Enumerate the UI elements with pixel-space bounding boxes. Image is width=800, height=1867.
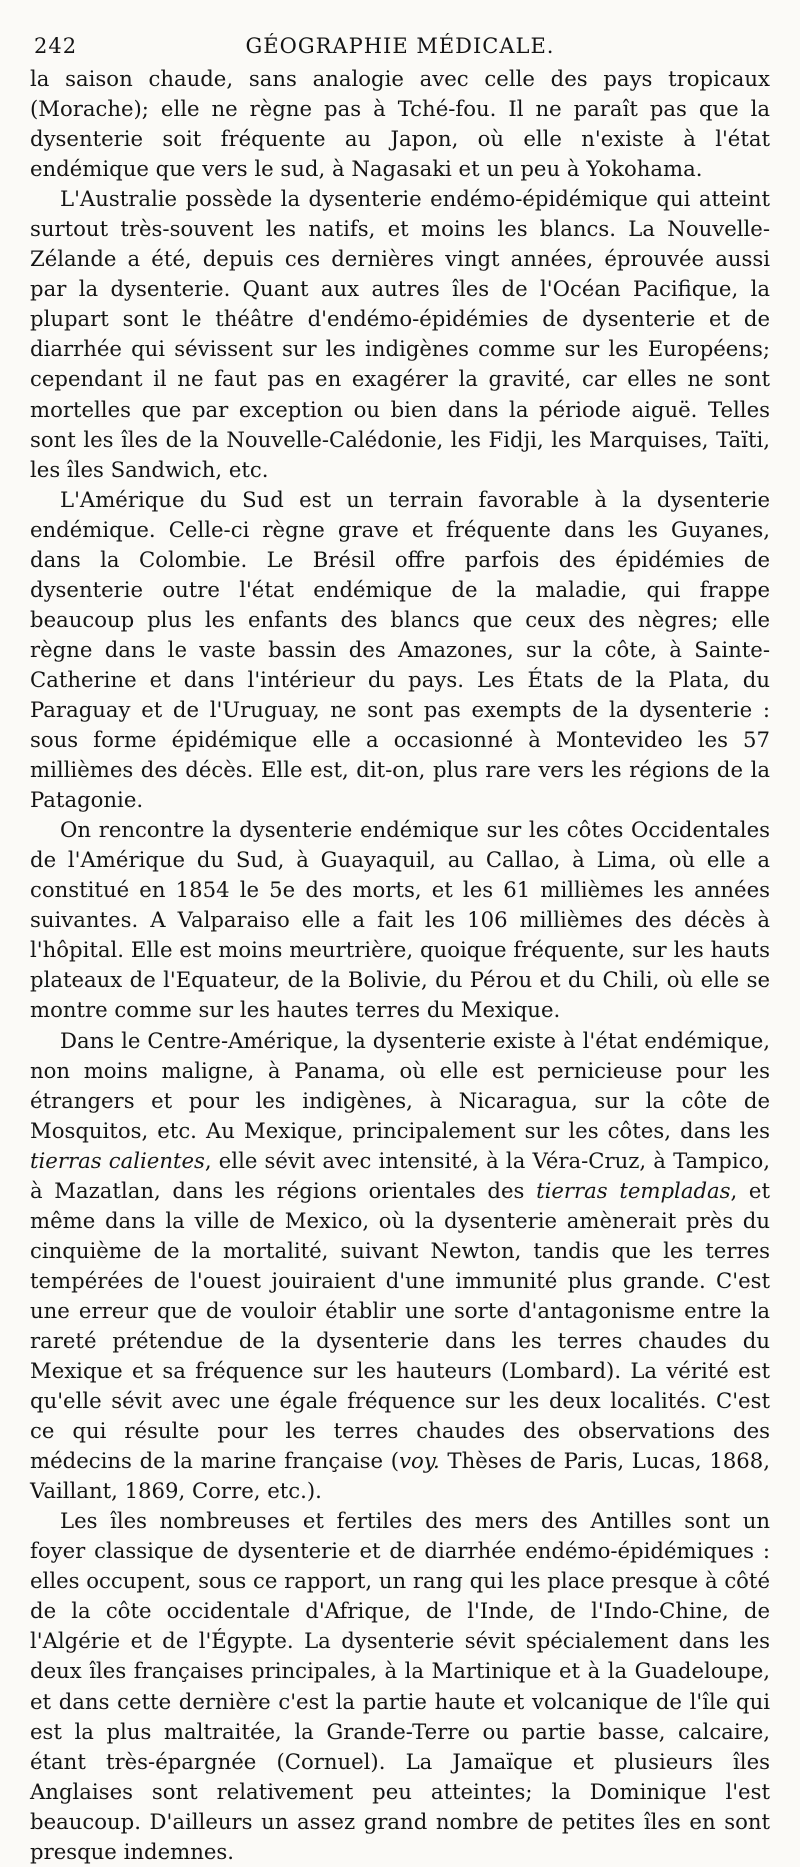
italic-term: tierras templadas: [536, 1177, 731, 1203]
paragraph: Les îles nombreuses et fertiles des mers des Antilles sont un foyer classique de dysenterie et de diarrhée endémo-épidémiques : elles occupent, sous ce rapport, un rang qui les place presque à côté de la côte occidentale d'Afrique, de l'Inde, de l'Indo-Chine, de l'Algérie et de l'Égypte. La dysenterie sévit spécialement dans les deux îles françaises principales, à la Martinique et à la Guadeloupe, et dans cette dernière c'est la partie haute et volcanique de l'île qui est la plus maltraitée, la Grande-Terre ou partie basse, calcaire, étant très-épargnée (Cornuel). La Jamaïque et plusieurs îles Anglaises sont relativement peu atteintes; la Dominique l'est beaucoup. D'ailleurs un assez grand nombre de petites îles en sont presque indemnes.: [30, 1508, 770, 1864]
paragraph: [30, 1026, 770, 1507]
body-text: [30, 64, 770, 1867]
page-number: 242: [34, 34, 78, 58]
text-run: Thèses de Paris, Lucas, 1868, Vaillant, 1869, Corre, etc.).: [30, 1448, 770, 1504]
page-header: [30, 30, 770, 64]
paragraph: la saison chaude, sans analogie avec celle des pays tropicaux (Morache); elle ne règne pas à Tché-fou. Il ne paraît pas que la dysenterie soit fréquente au Japon, où elle n'existe à l'état endémique que vers le sud, à Nagasaki et un peu à Yokohama.: [30, 66, 770, 182]
running-head: GÉOGRAPHIE MÉDICALE.: [245, 34, 555, 58]
italic-term: voy.: [399, 1448, 440, 1474]
text-run: Dans le Centre-Amérique, la dysenterie existe à l'état endémique, non moins maligne, à Panama, où elle est pernicieuse pour les étrangers et pour les indigènes, à Nicaragua, sur la côte de Mosquitos, etc. Au Mexique, principalement sur les côtes, dans les: [30, 1027, 770, 1143]
paragraph: L'Australie possède la dysenterie endémo-épidémique qui atteint surtout très-souvent les natifs, et moins les blancs. La Nouvelle-Zélande a été, depuis ces dernières vingt années, éprouvée aussi par la dysenterie. Quant aux autres îles de l'Océan Pacifique, la plupart sont le théâtre d'endémo-épidémies de dysenterie et de diarrhée qui sévissent sur les indigènes comme sur les Européens; cependant il ne faut pas en exagérer la gravité, car elles ne sont mortelles que par exception ou bien dans la période aiguë. Telles sont les îles de la Nouvelle-Calédonie, les Fidji, les Marquises, Taïti, les îles Sandwich, etc.: [30, 186, 770, 482]
italic-term: tierras calientes: [30, 1147, 205, 1173]
text-run: , elle sévit avec intensité, à la Véra-Cruz, à Tampico, à Mazatlan, dans les régions orientales des: [30, 1147, 770, 1203]
paragraph: L'Amérique du Sud est un terrain favorable à la dysenterie endémique. Celle-ci règne grave et fréquente dans les Guyanes, dans la Colombie. Le Brésil offre parfois des épidémies de dysenterie outre l'état endémique de la maladie, qui frappe beaucoup plus les enfants des blancs que ceux des nègres; elle règne dans le vaste bassin des Amazones, sur la côte, à Sainte-Catherine et dans l'intérieur du pays. Les États de la Plata, du Paraguay et de l'Uruguay, ne sont pas exempts de la dysenterie : sous forme épidémique elle a occasionné à Montevideo les 57 millièmes des décès. Elle est, dit-on, plus rare vers les régions de la Patagonie.: [30, 486, 770, 813]
paragraph: On rencontre la dysenterie endémique sur les côtes Occidentales de l'Amérique du Sud, à Guayaquil, au Callao, à Lima, où elle a constitué en 1854 le 5e des morts, et les 61 millièmes les années suivantes. A Valparaiso elle a fait les 106 millièmes des décès à l'hôpital. Elle est moins meurtrière, quoique fréquente, sur les hauts plateaux de l'Equateur, de la Bolivie, du Pérou et du Chili, où elle se montre comme sur les hautes terres du Mexique.: [30, 817, 770, 1023]
text-run: , et même dans la ville de Mexico, où la dysenterie amènerait près du cinquième de la mortalité, suivant Newton, tandis que les terres tempérées de l'ouest jouiraient d'une immunité plus grande. C'est une erreur que de vouloir établir une sorte d'antagonisme entre la rareté prétendue de la dysenterie dans les terres chaudes du Mexique et sa fréquence sur les hauteurs (Lombard). La vérité est qu'elle sévit avec une égale fréquence sur les deux localités. C'est ce qui résulte pour les terres chaudes des observations des médecins de la marine française (: [30, 1177, 770, 1474]
